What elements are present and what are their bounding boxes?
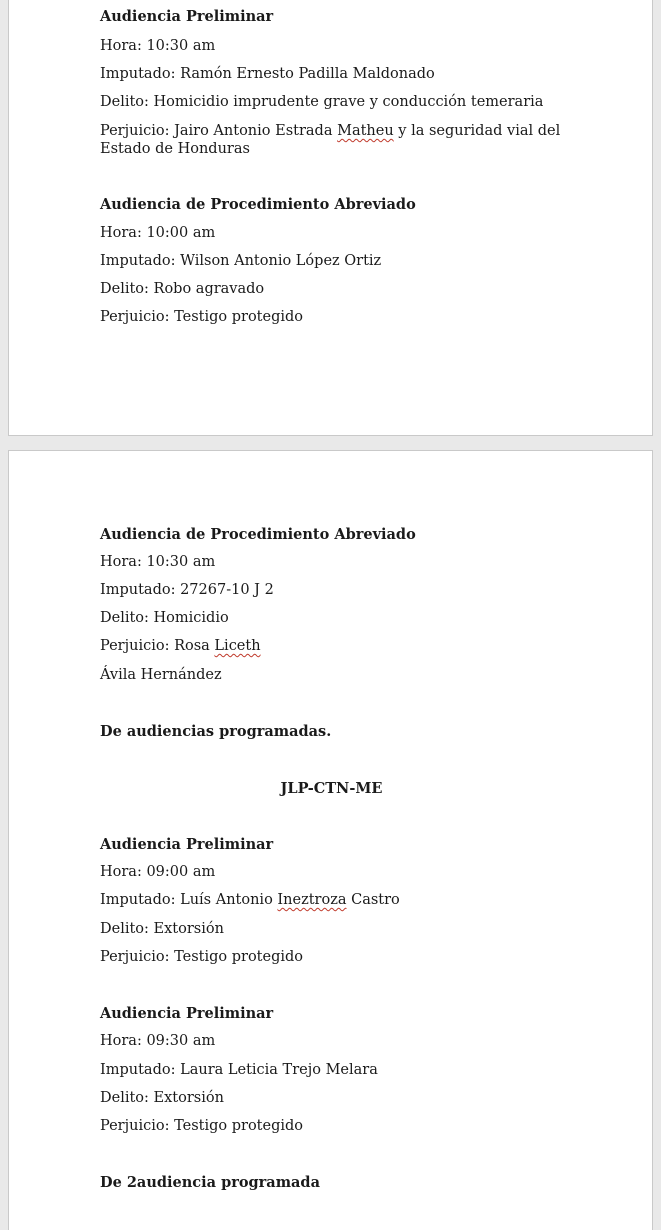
hearing-defendant [100, 890, 400, 911]
hearing-offense: Delito: Homicidio imprudente grave y conducción temeraria [100, 94, 544, 110]
hearing-offense: Delito: Robo agravado [100, 281, 265, 297]
hearing-time: Hora: 10:30 am [100, 38, 216, 54]
text-segment: Castro [346, 892, 400, 908]
spelling-flagged-word: Liceth [214, 638, 261, 654]
text-segment: Imputado: Luís Antonio [100, 892, 278, 908]
document-page-2 [8, 450, 653, 1230]
hearing-title: Audiencia de Procedimiento Abreviado [100, 526, 416, 543]
hearing-injured-party-cont: Ávila Hernández [100, 667, 222, 683]
hearing-defendant: Imputado: Wilson Antonio López Ortiz [100, 253, 382, 269]
hearing-injured-party: Perjuicio: Testigo protegido [100, 949, 304, 965]
document-page-1 [8, 0, 653, 436]
hearing-offense: Delito: Homicidio [100, 610, 229, 626]
hearing-title: Audiencia Preliminar [100, 836, 274, 853]
hearing-offense: Delito: Extorsión [100, 921, 224, 937]
spelling-flagged-word: Matheu [337, 123, 394, 139]
text-segment: Perjuicio: Rosa [100, 638, 215, 654]
text-segment: y la seguridad vial del [393, 123, 561, 139]
hearing-time: Hora: 09:00 am [100, 864, 216, 880]
scheduled-summary: De audiencias programadas. [100, 723, 332, 740]
hearing-offense: Delito: Extorsión [100, 1090, 224, 1106]
hearing-defendant: Imputado: 27267-10 J 2 [100, 582, 274, 598]
hearing-time: Hora: 09:30 am [100, 1033, 216, 1049]
scheduled-summary: De 2audiencia programada [100, 1174, 320, 1191]
hearing-title: Audiencia de Procedimiento Abreviado [100, 196, 416, 213]
hearing-time: Hora: 10:30 am [100, 554, 216, 570]
hearing-title: Audiencia Preliminar [100, 8, 274, 25]
court-code-heading: JLP-CTN-ME [280, 780, 383, 797]
hearing-title: Audiencia Preliminar [100, 1005, 274, 1022]
hearing-injured-party: Perjuicio: Testigo protegido [100, 309, 304, 325]
text-segment: Perjuicio: Jairo Antonio Estrada [100, 123, 338, 139]
hearing-time: Hora: 10:00 am [100, 225, 216, 241]
hearing-injured-party [100, 636, 261, 657]
spelling-flagged-word: Ineztroza [277, 892, 347, 908]
hearing-injured-party-cont: Estado de Honduras [100, 141, 250, 157]
hearing-defendant: Imputado: Laura Leticia Trejo Melara [100, 1062, 378, 1078]
hearing-injured-party: Perjuicio: Testigo protegido [100, 1118, 304, 1134]
hearing-defendant: Imputado: Ramón Ernesto Padilla Maldonado [100, 66, 435, 82]
